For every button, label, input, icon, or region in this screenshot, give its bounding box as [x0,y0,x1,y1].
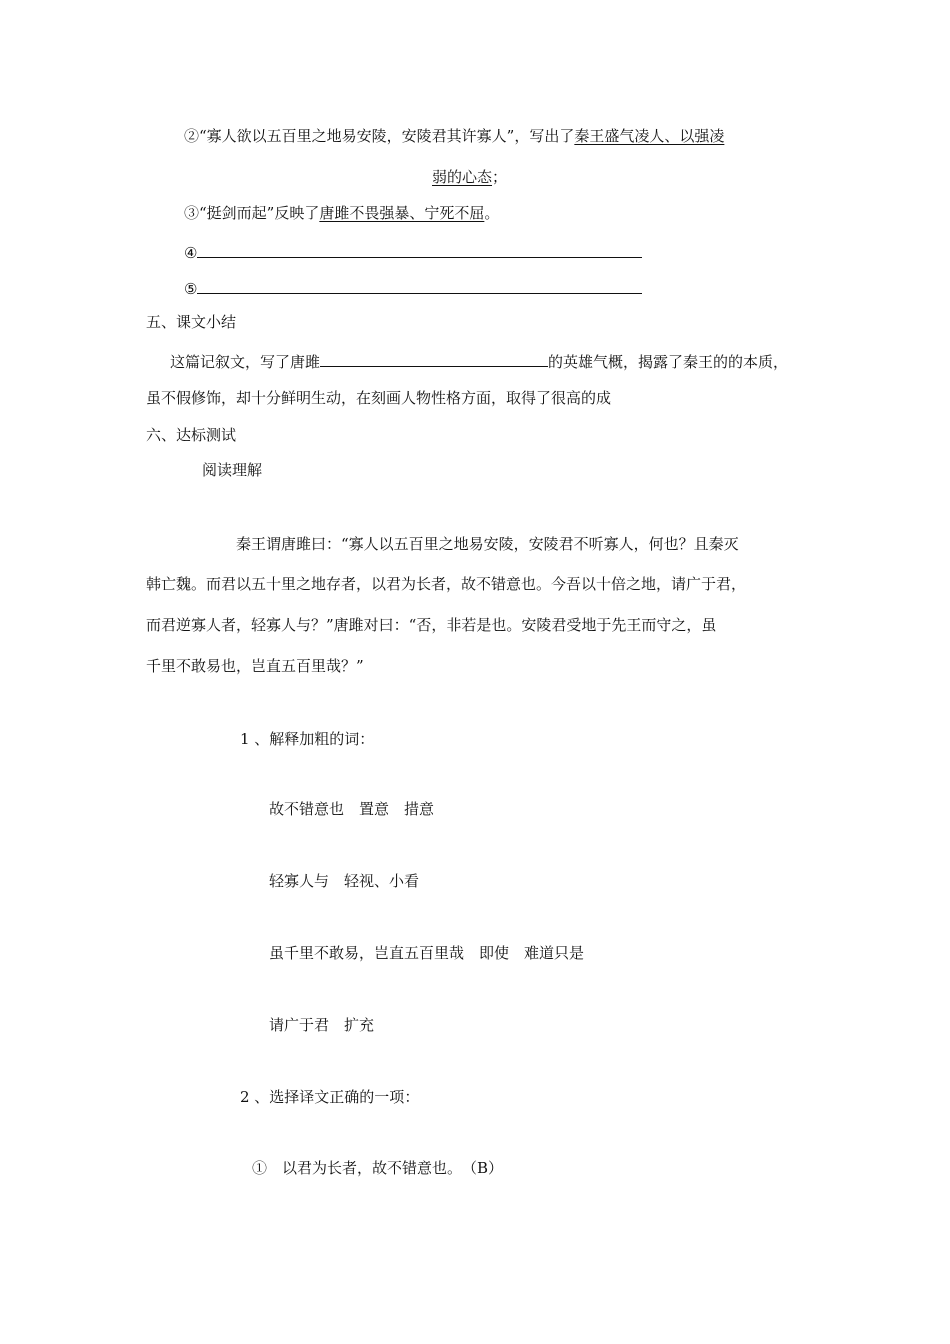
question-2-item-1: ① 以君为长者，故不错意也。 （B） [252,1159,504,1177]
item2-answer-part-a: 秦王盛气凌人、以强凌 [574,127,725,145]
item3-prefix: ③“挺剑而起”反映了 [184,204,320,222]
item5-prefix: ⑤ [184,280,198,298]
passage-line: 千里不敢易也，岂直五百里哉？” [146,657,364,675]
summary-text-b: 的英雄气概，揭露了秦王的的本质， [548,353,789,371]
item3-answer: 唐雎不畏强暴、宁死不屈 [319,204,485,222]
section5-summary-line1 [170,351,788,370]
question-1-label: 1 、解释加粗的词： [240,730,375,748]
summary-text-a: 这篇记叙文，写了唐雎 [170,353,321,371]
summary-blank[interactable] [320,351,548,367]
item3-suffix: 。 [484,204,500,222]
passage-line: 秦王谓唐雎曰：“寡人以五百里之地易安陵，安陵君不听寡人，何也？且秦灭 [236,535,739,553]
list-item: 请广于君 扩充 [269,1016,375,1034]
item2-prefix: ②“寡人欲以五百里之地易安陵，安陵君其许寡人”，写出了 [184,127,575,145]
list-item: 轻寡人与 轻视、小看 [269,872,420,890]
list-item: 故不错意也 置意 措意 [269,800,435,818]
item4-prefix: ④ [184,244,198,262]
section5-summary-line2: 虽不假修饰，却十分鲜明生动，在刻画人物性格方面，取得了很高的成 [146,389,612,407]
section5-heading: 五、课文小结 [146,313,237,331]
analysis-item-5 [184,278,642,297]
analysis-item-4 [184,242,642,261]
section6-heading: 六、达标测试 [146,426,237,444]
list-item: 虽千里不敢易，岂直五百里哉 即使 难道只是 [269,944,585,962]
item5-answer-blank[interactable] [197,278,642,294]
analysis-item-3 [184,206,499,221]
passage-line: 韩亡魏。而君以五十里之地存者，以君为长者，故不错意也。今吾以十倍之地，请广于君， [146,575,747,593]
item2-suffix: ； [492,168,508,186]
passage-line: 而君逆寡人者，轻寡人与？”唐雎对曰：“否，非若是也。安陵君受地于先王而守之，虽 [146,616,717,634]
question-2-label: 2 、选择译文正确的一项： [240,1088,420,1106]
reading-comprehension-subheading: 阅读理解 [202,461,263,479]
item4-answer-blank[interactable] [197,242,642,258]
item2-answer-part-b: 弱的心态 [432,168,493,186]
